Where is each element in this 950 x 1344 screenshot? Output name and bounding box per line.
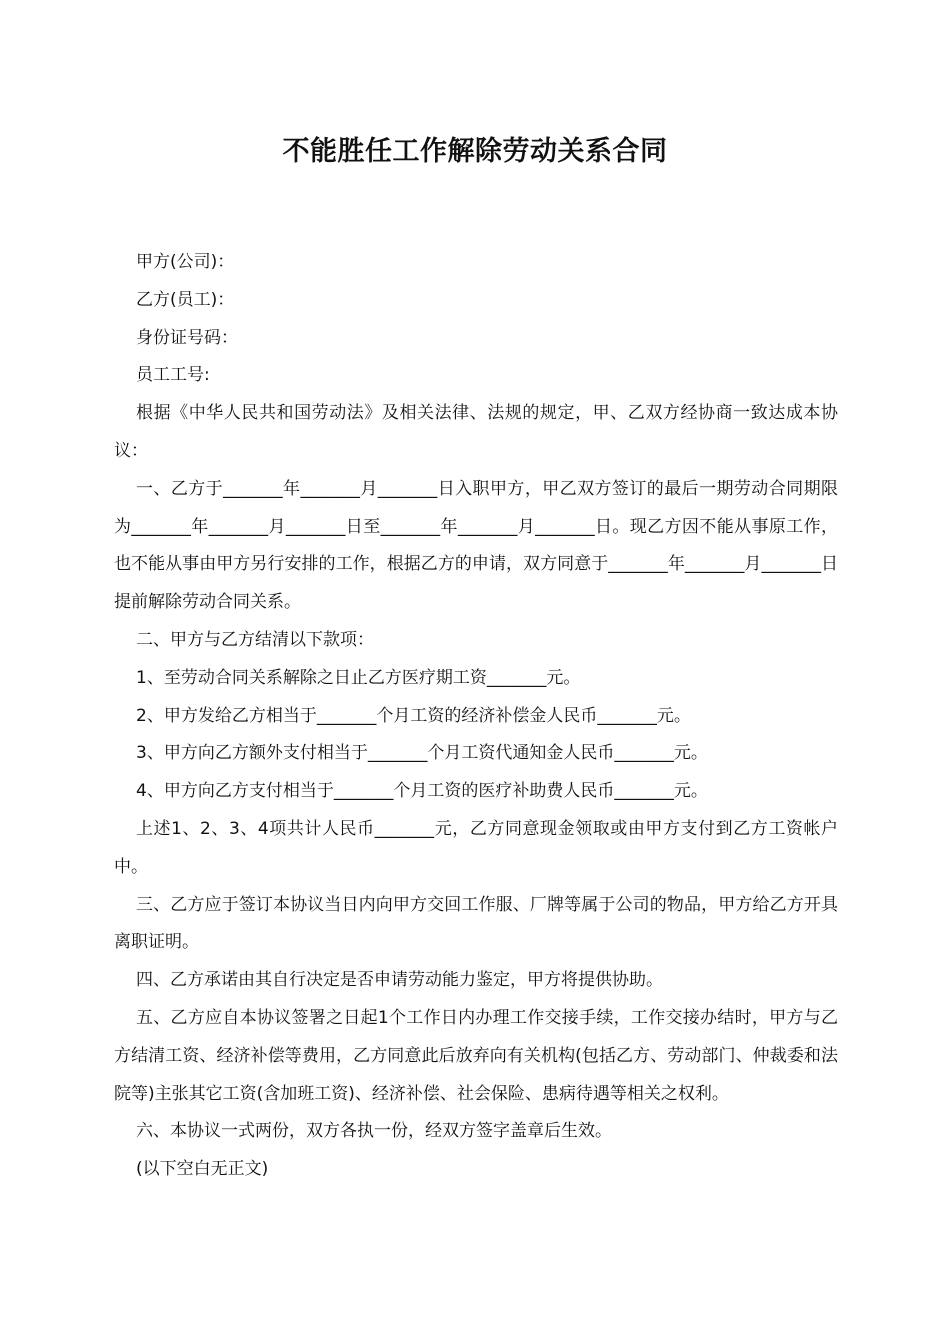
intro-paragraph: 根据《中华人民共和国劳动法》及相关法律、法规的规定，甲、乙双方经协商一致达成本协议：: [114, 403, 838, 461]
clause-6: 六、本协议一式两份，双方各执一份，经双方签字盖章后生效。: [136, 1121, 612, 1142]
payment-item-2: 2、甲方发给乙方相当于_______个月工资的经济补偿金人民币_______元。: [136, 705, 691, 726]
end-note: (以下空白无正文): [136, 1159, 269, 1180]
clause-1: 一、乙方于_______年_______月_______日入职甲方，甲乙双方签订的最后一期劳动合同期限为_______年_______月_______日至_______年_______月_______日。现乙方因不能从事原工作，也不能从事由甲方另行安排的工作，根据乙方的申请，双方同意于_______年_______月_______日提前解除劳动合同关系。: [114, 478, 838, 613]
clause-2: 二、甲方与乙方结清以下款项：: [136, 629, 374, 650]
document-title: 不能胜任工作解除劳动关系合同: [282, 136, 668, 167]
clause-5: 五、乙方应自本协议签署之日起1个工作日内办理工作交接手续，工作交接办结时，甲方与乙方结清工资、经济补偿等费用，乙方同意此后放弃向有关机构(包括乙方、劳动部门、仲裁委和法院等)主张其它工资(含加班工资)、经济补偿、社会保险、患病待遇等相关之权利。: [114, 1007, 838, 1104]
payment-item-1: 1、至劳动合同关系解除之日止乙方医疗期工资_______元。: [136, 667, 581, 688]
document-body: [114, 244, 838, 1189]
payment-item-3: 3、甲方向乙方额外支付相当于_______个月工资代通知金人民币_______元。: [136, 743, 708, 764]
party-b-field: 乙方(员工)：: [136, 289, 235, 310]
clause-4: 四、乙方承诺由其自行决定是否申请劳动能力鉴定，甲方将提供协助。: [136, 970, 663, 991]
payment-total: 上述1、2、3、4项共计人民币_______元，乙方同意现金领取或由甲方支付到乙方工资帐户中。: [114, 818, 838, 877]
clause-3: 三、乙方应于签订本协议当日内向甲方交回工作服、厂牌等属于公司的物品，甲方给乙方开具离职证明。: [114, 894, 838, 953]
payment-item-4: 4、甲方向乙方支付相当于_______个月工资的医疗补助费人民币_______元。: [136, 781, 708, 802]
id-number-field: 身份证号码：: [136, 327, 238, 348]
party-a-field: 甲方(公司)：: [136, 252, 235, 272]
employee-id-field: 员工工号:: [136, 365, 210, 386]
